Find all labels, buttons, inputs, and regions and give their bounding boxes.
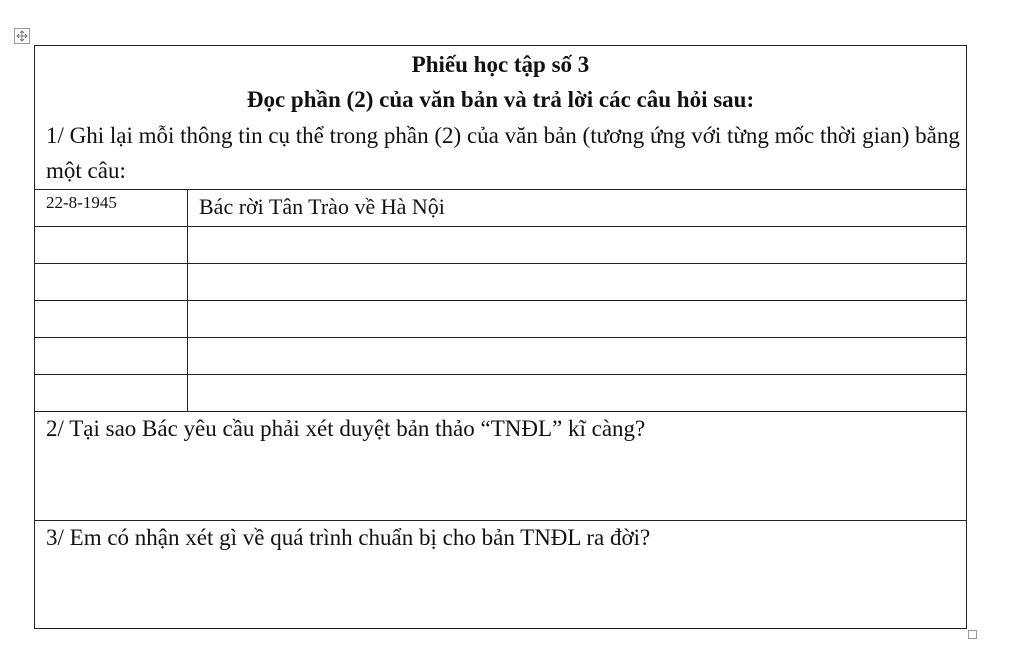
worksheet-table bbox=[34, 45, 967, 629]
worksheet-header bbox=[35, 46, 966, 190]
timeline-table bbox=[35, 190, 966, 412]
timeline-row bbox=[35, 375, 966, 412]
question-3: 3/ Em có nhận xét gì về quá trình chuẩn bị cho bản TNĐL ra đời? bbox=[46, 525, 651, 550]
timeline-event-cell[interactable] bbox=[188, 264, 966, 300]
question-3-cell[interactable] bbox=[35, 521, 966, 628]
timeline-event-cell[interactable] bbox=[188, 227, 966, 263]
timeline-date-cell[interactable]: 22-8-1945 bbox=[35, 190, 188, 226]
table-move-icon[interactable] bbox=[14, 28, 30, 44]
timeline-event-cell[interactable] bbox=[188, 301, 966, 337]
timeline-date-cell[interactable] bbox=[35, 338, 188, 374]
question-2: 2/ Tại sao Bác yêu cầu phải xét duyệt bản thảo “TNĐL” kĩ càng? bbox=[46, 416, 646, 441]
question-1: 1/ Ghi lại mỗi thông tin cụ thể trong phần (2) của văn bản (tương ứng với từng mốc thời gian) bằng một câu: bbox=[46, 123, 960, 183]
table-resize-icon[interactable] bbox=[968, 630, 977, 639]
timeline-event-cell[interactable]: Bác rời Tân Trào về Hà Nội bbox=[199, 194, 445, 219]
worksheet-title: Phiếu học tập số 3 bbox=[411, 52, 590, 77]
timeline-row bbox=[35, 190, 966, 227]
timeline-event-cell[interactable] bbox=[188, 375, 966, 411]
question-2-cell[interactable] bbox=[35, 412, 966, 521]
timeline-date-cell[interactable] bbox=[35, 227, 188, 263]
timeline-date-cell[interactable] bbox=[35, 375, 188, 411]
timeline-row bbox=[35, 264, 966, 301]
timeline-row bbox=[35, 301, 966, 338]
timeline-row bbox=[35, 227, 966, 264]
timeline-date-cell[interactable] bbox=[35, 264, 188, 300]
timeline-date-cell[interactable] bbox=[35, 301, 188, 337]
timeline-row bbox=[35, 338, 966, 375]
worksheet-instructions: Đọc phần (2) của văn bản và trả lời các câu hỏi sau: bbox=[246, 87, 755, 112]
timeline-event-cell[interactable] bbox=[188, 338, 966, 374]
